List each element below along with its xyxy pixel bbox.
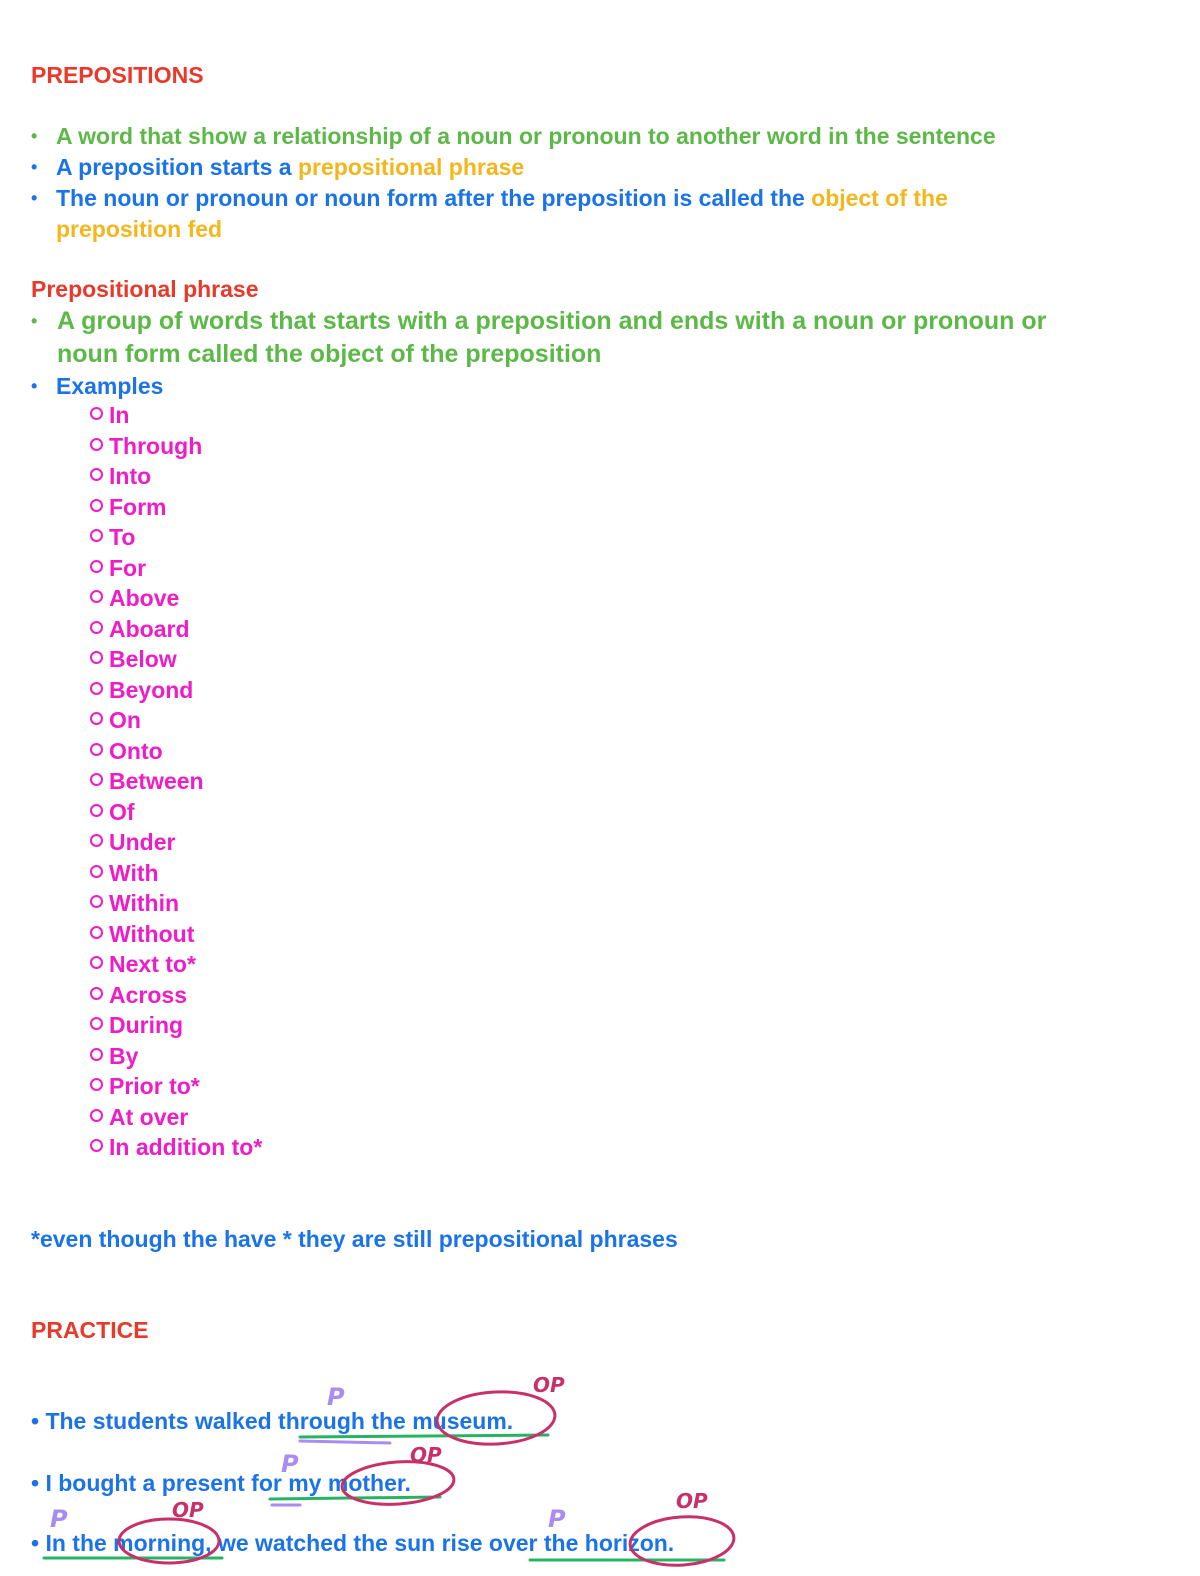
list-dot: • (31, 1530, 46, 1556)
hollow-bullet-icon (90, 651, 103, 664)
hollow-bullet-icon (90, 1048, 103, 1061)
example-label: Into (109, 463, 152, 489)
example-label: By (109, 1043, 139, 1069)
example-item (90, 433, 202, 460)
hollow-bullet-icon (90, 1109, 103, 1122)
hollow-bullet-icon (90, 407, 103, 420)
underline-phrase (270, 1497, 440, 1499)
title-prepositions: PREPOSITIONS (31, 62, 204, 88)
definition-bullet-1: A word that show a relationship of a noun or pronoun to another word in the sentence (56, 123, 996, 149)
example-item (90, 1134, 262, 1161)
example-label: Under (109, 829, 176, 855)
example-item (90, 402, 129, 429)
definition-bullet-2-lead: A preposition starts a (56, 154, 298, 180)
hollow-bullet-icon (90, 468, 103, 481)
example-label: For (109, 555, 147, 581)
example-item (90, 707, 141, 734)
example-item (90, 585, 179, 612)
example-item (90, 646, 177, 673)
example-label: Next to* (109, 951, 196, 977)
phrase-definition-line2: noun form called the object of the preposition (57, 340, 602, 368)
example-label: At over (109, 1104, 189, 1130)
term-object-line1: object of the (811, 185, 948, 211)
example-label: In (109, 402, 130, 428)
underline-phrase (300, 1435, 548, 1437)
op-mark: OP (410, 1443, 442, 1467)
phrase-definition-line1: A group of words that starts with a preposition and ends with a noun or pronoun or (57, 307, 1047, 335)
bullet-dot: • (31, 126, 38, 146)
example-label: Onto (109, 738, 163, 764)
example-label: Between (109, 768, 204, 794)
hollow-bullet-icon (90, 529, 103, 542)
hollow-bullet-icon (90, 834, 103, 847)
practice-sentence-1 (31, 1408, 513, 1435)
example-label: In addition to* (109, 1134, 263, 1160)
example-item (90, 1073, 200, 1100)
definition-bullet-2 (56, 154, 524, 181)
example-item (90, 951, 196, 978)
hollow-bullet-icon (90, 926, 103, 939)
example-label: To (109, 524, 136, 550)
hollow-bullet-icon (90, 682, 103, 695)
example-item (90, 494, 167, 521)
example-item (90, 1012, 183, 1039)
example-item (90, 677, 193, 704)
hollow-bullet-icon (90, 1017, 103, 1030)
hollow-bullet-icon (90, 743, 103, 756)
example-label: Through (109, 433, 203, 459)
list-dot: • (31, 1408, 46, 1434)
example-item (90, 799, 135, 826)
example-item (90, 921, 194, 948)
op-mark: OP (533, 1373, 565, 1397)
example-item (90, 1043, 138, 1070)
example-item (90, 555, 146, 582)
example-label: Below (109, 646, 177, 672)
hollow-bullet-icon (90, 773, 103, 786)
example-label: Beyond (109, 677, 194, 703)
footnote: *even though the have * they are still prepositional phrases (31, 1226, 678, 1252)
example-label: Aboard (109, 616, 190, 642)
hollow-bullet-icon (90, 804, 103, 817)
example-item (90, 1104, 188, 1131)
op-mark: OP (172, 1498, 204, 1522)
example-item (90, 890, 179, 917)
hollow-bullet-icon (90, 712, 103, 725)
hollow-bullet-icon (90, 956, 103, 969)
example-item (90, 768, 204, 795)
p-mark: P (548, 1505, 566, 1533)
term-prepositional-phrase: prepositional phrase (297, 154, 525, 180)
hollow-bullet-icon (90, 621, 103, 634)
hollow-bullet-icon (90, 1078, 103, 1091)
example-label: Without (109, 921, 195, 947)
example-item (90, 738, 163, 765)
example-label: Within (109, 890, 180, 916)
bullet-dot: • (31, 188, 38, 208)
example-item (90, 616, 190, 643)
p-mark: P (281, 1450, 299, 1478)
hollow-bullet-icon (90, 590, 103, 603)
practice-sentence-2 (31, 1470, 411, 1497)
op-mark: OP (676, 1489, 708, 1513)
example-label: Across (109, 982, 187, 1008)
hollow-bullet-icon (90, 865, 103, 878)
examples-label: Examples (56, 373, 164, 399)
sentence-text: In the morning, we watched the sun rise over the horizon. (45, 1530, 675, 1556)
example-label: Of (109, 799, 135, 825)
hollow-bullet-icon (90, 987, 103, 1000)
definition-bullet-3-lead: The noun or pronoun or noun form after the preposition is called the (56, 185, 812, 211)
bullet-dot: • (31, 376, 38, 396)
example-item (90, 860, 159, 887)
example-label: Above (109, 585, 180, 611)
example-item (90, 524, 135, 551)
practice-sentence-3 (31, 1530, 674, 1557)
example-label: With (109, 860, 159, 886)
example-item (90, 829, 175, 856)
example-label: During (109, 1012, 184, 1038)
example-label: Form (109, 494, 167, 520)
sentence-text: I bought a present for my mother. (45, 1470, 411, 1496)
hollow-bullet-icon (90, 895, 103, 908)
example-item (90, 463, 151, 490)
p-mark: P (327, 1383, 345, 1411)
hollow-bullet-icon (90, 1139, 103, 1152)
bullet-dot: • (31, 311, 38, 331)
hollow-bullet-icon (90, 560, 103, 573)
example-item (90, 982, 187, 1009)
underline-preposition (300, 1441, 390, 1443)
definition-bullet-3 (56, 185, 948, 212)
heading-practice: PRACTICE (31, 1317, 149, 1343)
hollow-bullet-icon (90, 499, 103, 512)
sentence-text: The students walked through the museum. (45, 1408, 514, 1434)
hollow-bullet-icon (90, 438, 103, 451)
p-mark: P (50, 1505, 68, 1533)
heading-prepositional-phrase: Prepositional phrase (31, 276, 259, 302)
list-dot: • (31, 1470, 46, 1496)
bullet-dot: • (31, 157, 38, 177)
example-label: On (109, 707, 141, 733)
term-object-line2: preposition fed (56, 216, 223, 242)
example-label: Prior to* (109, 1073, 200, 1099)
